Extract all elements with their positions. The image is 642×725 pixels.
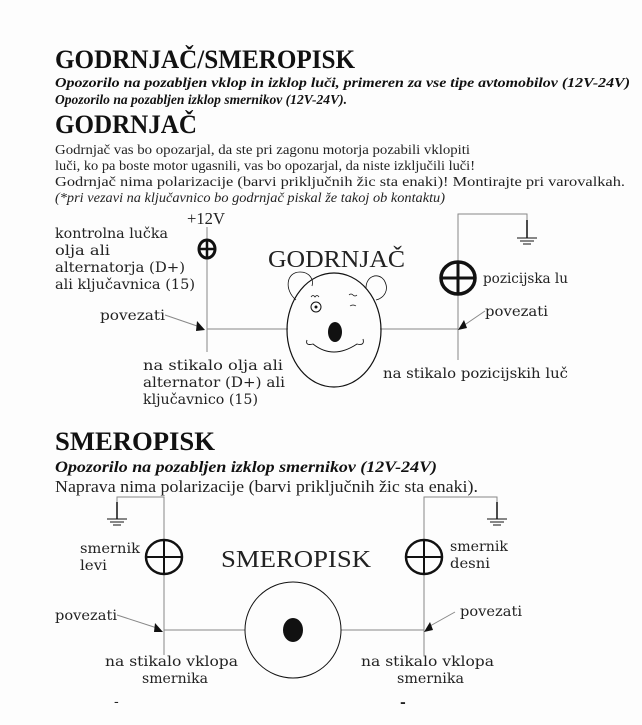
lamp-label-line: olja ali bbox=[55, 243, 111, 259]
left-lamp-label: smernik bbox=[80, 541, 141, 557]
pointer-line bbox=[463, 311, 485, 326]
minus-sign: - bbox=[114, 694, 119, 710]
switch-label-line: na stikalo vklopa bbox=[105, 654, 238, 670]
voltage-label: +12V bbox=[187, 209, 226, 228]
body-line: luči, ko pa boste motor ugasnili, vas bo opozarjal, da niste izključili luči! bbox=[55, 159, 475, 174]
right-lamp-label: smernik bbox=[450, 539, 509, 555]
position-lamp-icon bbox=[441, 262, 475, 294]
connect-label: povezati bbox=[460, 604, 523, 620]
small-lamp-icon bbox=[199, 240, 215, 258]
godrnjac-wiring-diagram bbox=[55, 209, 568, 408]
switch-label-line: na stikalo vklopa bbox=[361, 654, 494, 670]
left-lamp-label: levi bbox=[80, 558, 108, 574]
subtitle-line: Opozorilo na pozabljen izklop smernikov (12V-24V). bbox=[55, 93, 347, 108]
smeropisk-heading: SMEROPISK bbox=[55, 427, 216, 456]
connector-arrow-icon bbox=[458, 320, 467, 330]
switch-label-line: smernika bbox=[142, 671, 208, 687]
buzzer-device-icon bbox=[245, 582, 341, 678]
document-title: GODRNJAČ/SMEROPISK bbox=[55, 45, 356, 74]
connector-arrow-icon bbox=[424, 622, 433, 632]
body-note: (*pri vezavi na ključavnico bo godrnjač piskal že takoj ob kontaktu) bbox=[55, 191, 446, 206]
body-line: Godrnjač nima polarizacije (barvi priključnih žic sta enaki)! Montirajte pri varovalkah. bbox=[55, 175, 625, 190]
bear-face-device-icon bbox=[287, 272, 386, 387]
pointer-line bbox=[165, 315, 200, 327]
wire-right bbox=[424, 497, 497, 655]
ground-icon bbox=[107, 502, 127, 525]
connect-label: povezati bbox=[100, 308, 166, 324]
pointer-line bbox=[117, 615, 157, 628]
smeropisk-wiring-diagram bbox=[55, 497, 523, 711]
switch-label: na stikalo pozicijskih luč bbox=[383, 366, 569, 382]
position-lamp-label: pozicijska lu bbox=[483, 271, 568, 287]
godrnjac-heading: GODRNJAČ bbox=[55, 110, 197, 139]
right-indicator-lamp-icon bbox=[406, 540, 442, 574]
ground-icon bbox=[487, 502, 507, 525]
smeropisk-body: Naprava nima polarizacije (barvi priključnih žic sta enaki). bbox=[55, 477, 478, 496]
minus-sign: - bbox=[400, 695, 406, 711]
lamp-label-line: alternatorja (D+) bbox=[55, 260, 185, 276]
connect-label: povezati bbox=[55, 608, 118, 624]
smeropisk-subtitle: Opozorilo na pozabljen izklop smernikov (12V-24V) bbox=[55, 459, 437, 476]
device-label: GODRNJAČ bbox=[268, 247, 397, 273]
body-line: Godrnjač vas bo opozarjal, da ste pri zagonu motorja pozabili vklopiti bbox=[55, 143, 471, 158]
switch-label-line: alternator (D+) ali bbox=[143, 375, 286, 391]
left-indicator-lamp-icon bbox=[146, 540, 182, 574]
connector-arrow-icon bbox=[154, 623, 163, 632]
connect-label: povezati bbox=[485, 304, 549, 320]
switch-label-line: na stikalo olja ali bbox=[143, 358, 284, 374]
ground-icon bbox=[517, 220, 537, 244]
switch-label-line: ključavnico (15) bbox=[143, 392, 258, 408]
device-label: SMEROPISK bbox=[221, 547, 372, 573]
lamp-label-line: kontrolna lučka bbox=[55, 226, 168, 242]
pointer-line bbox=[430, 612, 455, 626]
right-lamp-label: desni bbox=[450, 556, 491, 572]
switch-label-line: smernika bbox=[397, 671, 464, 687]
lamp-label-line: ali ključavnica (15) bbox=[55, 277, 195, 293]
subtitle-line: Opozorilo na pozabljen vklop in izklop luči, primeren za vse tipe avtomobilov (12V-24V) bbox=[55, 76, 630, 91]
connector-arrow-icon bbox=[196, 321, 205, 331]
